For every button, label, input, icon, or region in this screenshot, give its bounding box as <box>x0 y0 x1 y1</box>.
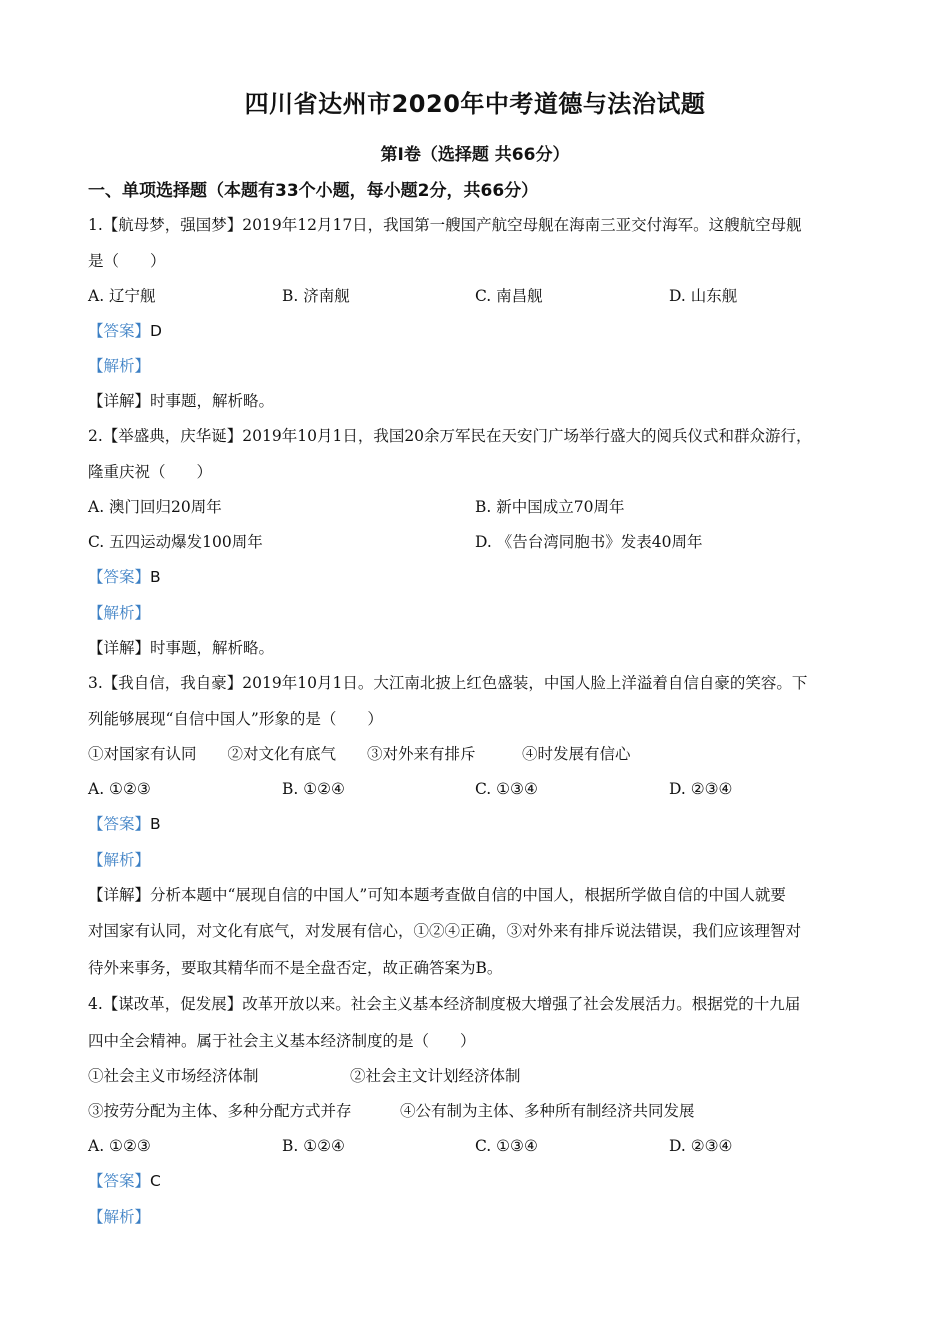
q3-detail-line3: 待外来事务，要取其精华而不是全盘否定，故正确答案为B。 <box>88 959 503 977</box>
q3-answer <box>88 813 161 835</box>
q2-analysis-label: 【解析】 <box>88 604 151 622</box>
answer-value: C <box>150 1172 161 1190</box>
q3-option-b: B. ①②④ <box>282 780 345 798</box>
q1-stem-line1: 1.【航母梦，强国梦】2019年12月17日，我国第一艘国产航空母舰在海南三亚交付海军。这艘航空母舰 <box>88 216 802 234</box>
q1-analysis-label: 【解析】 <box>88 357 151 375</box>
q1-option-b: B. 济南舰 <box>282 287 350 305</box>
q2-option-b: B. 新中国成立70周年 <box>475 498 625 516</box>
section-heading: 一、单项选择题（本题有33个小题，每小题2分，共66分） <box>88 181 539 201</box>
q2-option-c: C. 五四运动爆发100周年 <box>88 533 263 551</box>
q4-option-a: A. ①②③ <box>88 1137 151 1155</box>
q4-statement-2: ②社会主文计划经济体制 <box>350 1067 521 1085</box>
q2-stem-line2: 隆重庆祝（ ） <box>88 463 213 481</box>
q1-stem-line2: 是（ ） <box>88 252 166 270</box>
q3-statements: ①对国家有认同 ②对文化有底气 ③对外来有排斥 ④时发展有信心 <box>88 745 631 763</box>
q4-statement-1: ①社会主义市场经济体制 <box>88 1067 259 1085</box>
q4-analysis-label: 【解析】 <box>88 1208 151 1226</box>
q3-option-d: D. ②③④ <box>669 780 733 798</box>
q4-stem-line1: 4.【谋改革，促发展】改革开放以来。社会主义基本经济制度极大增强了社会发展活力。根据党的十九届 <box>88 995 801 1013</box>
q2-option-d: D. 《告台湾同胞书》发表40周年 <box>475 533 703 551</box>
exam-title: 四川省达州市2020年中考道德与法治试题 <box>244 90 706 118</box>
q3-stem-line2: 列能够展现“自信中国人”形象的是（ ） <box>88 710 383 728</box>
answer-value: B <box>150 815 161 833</box>
q4-option-c: C. ①③④ <box>475 1137 538 1155</box>
q4-statement-4: ④公有制为主体、多种所有制经济共同发展 <box>400 1102 695 1120</box>
q4-stem-line2: 四中全会精神。属于社会主义基本经济制度的是（ ） <box>88 1032 476 1050</box>
part-heading: 第I卷（选择题 共66分） <box>380 145 570 165</box>
q2-detail: 【详解】时事题，解析略。 <box>88 639 275 657</box>
q4-statement-3: ③按劳分配为主体、多种分配方式并存 <box>88 1102 352 1120</box>
answer-value: B <box>150 568 161 586</box>
q1-option-a: A. 辽宁舰 <box>88 287 156 305</box>
answer-label: 【答案】 <box>88 322 151 340</box>
q3-stem-line1: 3.【我自信，我自豪】2019年10月1日。大江南北披上红色盛装，中国人脸上洋溢着自信自豪的笑容。下 <box>88 674 808 692</box>
answer-label: 【答案】 <box>88 1172 151 1190</box>
q1-answer <box>88 320 162 342</box>
q1-detail: 【详解】时事题，解析略。 <box>88 392 275 410</box>
answer-label: 【答案】 <box>88 568 151 586</box>
q4-option-b: B. ①②④ <box>282 1137 345 1155</box>
q3-detail-line1: 【详解】分析本题中“展现自信的中国人”可知本题考查做自信的中国人，根据所学做自信的中国人就要 <box>88 886 786 904</box>
q2-stem-line1: 2.【举盛典，庆华诞】2019年10月1日，我国20余万军民在天安门广场举行盛大的阅兵仪式和群众游行， <box>88 427 812 445</box>
q1-option-d: D. 山东舰 <box>669 287 738 305</box>
q2-answer <box>88 566 161 588</box>
q3-detail-line2: 对国家有认同，对文化有底气，对发展有信心，①②④正确，③对外来有排斥说法错误，我们应该理智对 <box>88 922 802 940</box>
answer-value: D <box>150 322 162 340</box>
answer-label: 【答案】 <box>88 815 151 833</box>
q1-option-c: C. 南昌舰 <box>475 287 543 305</box>
q4-option-d: D. ②③④ <box>669 1137 733 1155</box>
q3-option-c: C. ①③④ <box>475 780 538 798</box>
q3-option-a: A. ①②③ <box>88 780 151 798</box>
q2-option-a: A. 澳门回归20周年 <box>88 498 222 516</box>
q4-answer <box>88 1170 161 1192</box>
q3-analysis-label: 【解析】 <box>88 851 151 869</box>
